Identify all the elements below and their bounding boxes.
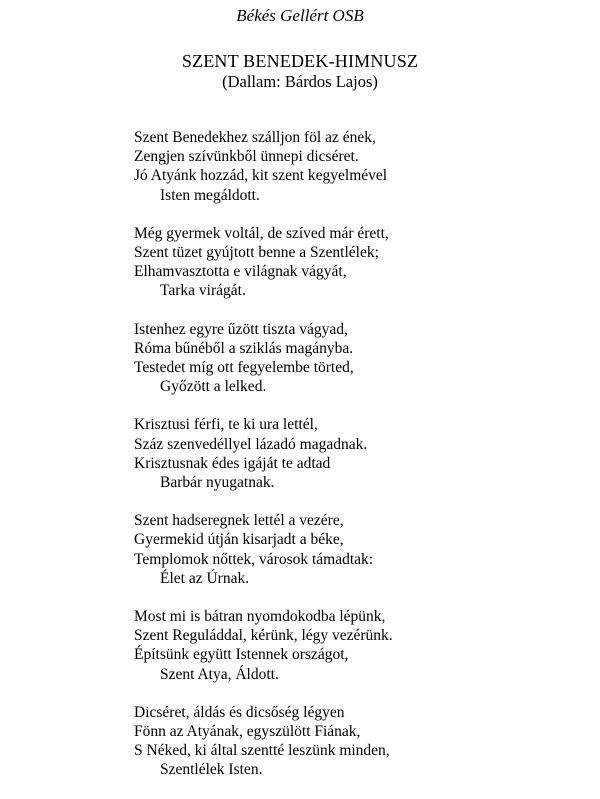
stanza-1: [134, 128, 574, 205]
stanza-7-line-4: Szentlélek Isten.: [160, 761, 263, 779]
stanza-1-line-2: Zengjen szívünkből ünnepi dicséret.: [134, 148, 359, 166]
stanza-2-line-4: Tarka virágát.: [160, 282, 246, 300]
stanza-7-line-1: Dicséret, áldás és dicsőség légyen: [134, 703, 345, 721]
stanza-2: [134, 224, 574, 301]
hymn-subtitle: (Dallam: Bárdos Lajos): [222, 72, 378, 91]
stanza-1-line-3: Jó Atyánk hozzád, kit szent kegyelmével: [134, 167, 388, 185]
stanza-4-line-1: Krisztusi férfi, te ki ura lettél,: [134, 416, 318, 434]
stanza-4: [134, 415, 574, 492]
stanza-7-line-2: Fönn az Atyának, egyszülött Fiának,: [134, 723, 361, 741]
stanza-5-line-3: Templomok nőttek, városok támadtak:: [134, 550, 374, 568]
hymn-title: SZENT BENEDEK-HIMNUSZ: [181, 51, 419, 71]
stanza-3-line-1: Istenhez egyre űzött tiszta vágyad,: [134, 320, 348, 338]
stanza-1-line-1: Szent Benedekhez szálljon föl az ének,: [134, 129, 376, 146]
stanza-6-line-1: Most mi is bátran nyomdokodba lépünk,: [134, 608, 386, 626]
stanza-3-line-3: Testedet míg ott fegyelembe törted,: [134, 359, 354, 377]
stanza-4-line-2: Száz szenvedéllyel lázadó magadnak.: [134, 435, 368, 453]
stanza-2-line-2: Szent tüzet gyújtott benne a Szentlélek;: [134, 244, 379, 262]
stanza-4-line-3: Krisztusnak édes igáját te adtad: [134, 454, 331, 472]
stanza-5-line-2: Gyermekid útján kisarjadt a béke,: [134, 531, 344, 549]
stanza-3-line-2: Róma bűnéből a sziklás magányba.: [134, 339, 354, 357]
stanza-6: [134, 607, 574, 684]
stanza-5-line-4: Élet az Úrnak.: [160, 569, 250, 587]
stanza-7: [134, 703, 574, 780]
stanza-4-line-4: Barbár nyugatnak.: [160, 474, 275, 492]
stanza-5-line-1: Szent hadseregnek lettél a vezére,: [134, 512, 344, 530]
author-name: Békés Gellért OSB: [236, 6, 364, 25]
stanza-6-line-3: Építsünk együtt Istennek országot,: [134, 646, 349, 664]
poem-body: [134, 128, 574, 799]
stanza-2-line-3: Elhamvasztotta e világnak vágyát,: [134, 263, 347, 281]
stanza-2-line-1: Még gyermek voltál, de szíved már érett,: [134, 224, 389, 242]
stanza-3-line-4: Győzött a lelked.: [160, 378, 267, 396]
stanza-5: [134, 511, 574, 588]
stanza-1-line-4: Isten megáldott.: [160, 186, 260, 204]
stanza-6-line-2: Szent Reguláddal, kérünk, légy vezérünk.: [134, 627, 393, 645]
stanza-3: [134, 320, 574, 397]
stanza-7-line-3: S Néked, ki által szentté leszünk minden,: [134, 742, 390, 760]
stanza-6-line-4: Szent Atya, Áldott.: [160, 665, 279, 683]
